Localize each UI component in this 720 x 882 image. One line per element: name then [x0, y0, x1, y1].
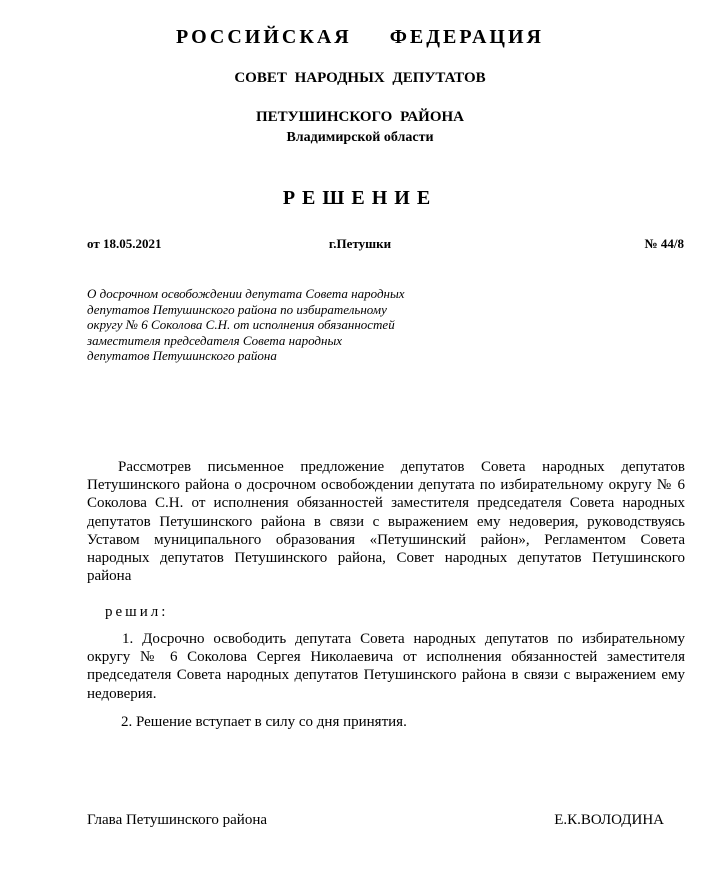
signer-title: Глава Петушинского района — [87, 812, 268, 828]
document-city: г.Петушки — [328, 236, 392, 251]
country-heading: РОССИЙСКАЯ ФЕДЕРАЦИЯ — [175, 26, 544, 48]
decision-item-2: 2. Решение вступает в силу со дня принятия. — [121, 714, 407, 730]
signer-name: Е.К.ВОЛОДИНА — [554, 812, 664, 828]
preamble-paragraph: Рассмотрев письменное предложение депутатов Совета народных депутатов Петушинского района о досрочном освобождении депутата по избирательному округу № 6 Соколова С.Н. от исполнения обязанностей заместителя председателя Совета народных депутатов Петушинского района в связи с выражением ему недоверия, руководствуясь Уставом муниципального образования «Петушинский район», Регламентом Совета народных депутатов Петушинского района, Совет народных депутатов Петушинского района — [87, 459, 685, 585]
resolved-label: решил: — [105, 604, 169, 620]
decision-item-1: 1. Досрочно освободить депутата Совета народных депутатов по избирательному округу № 6 Соколова Сергея Николаевича от исполнения обязанностей заместителя председателя Совета народных депутатов Петушинского района в связи с выражением ему недоверия. — [87, 631, 685, 702]
district-heading: ПЕТУШИНСКОГО РАЙОНА — [256, 109, 464, 125]
document-title: РЕШЕНИЕ — [282, 187, 438, 209]
council-heading: СОВЕТ НАРОДНЫХ ДЕПУТАТОВ — [234, 70, 486, 86]
document-date: от 18.05.2021 — [87, 236, 162, 251]
document-subject: О досрочном освобождении депутата Совета народных депутатов Петушинского района по избирательному округу № 6 Соколова С.Н. от исполнения обязанностей заместителя председателя Совета народных депутатов Петушинского района — [87, 286, 405, 363]
region-heading: Владимирской области — [286, 130, 434, 145]
document-number: № 44/8 — [644, 236, 684, 251]
